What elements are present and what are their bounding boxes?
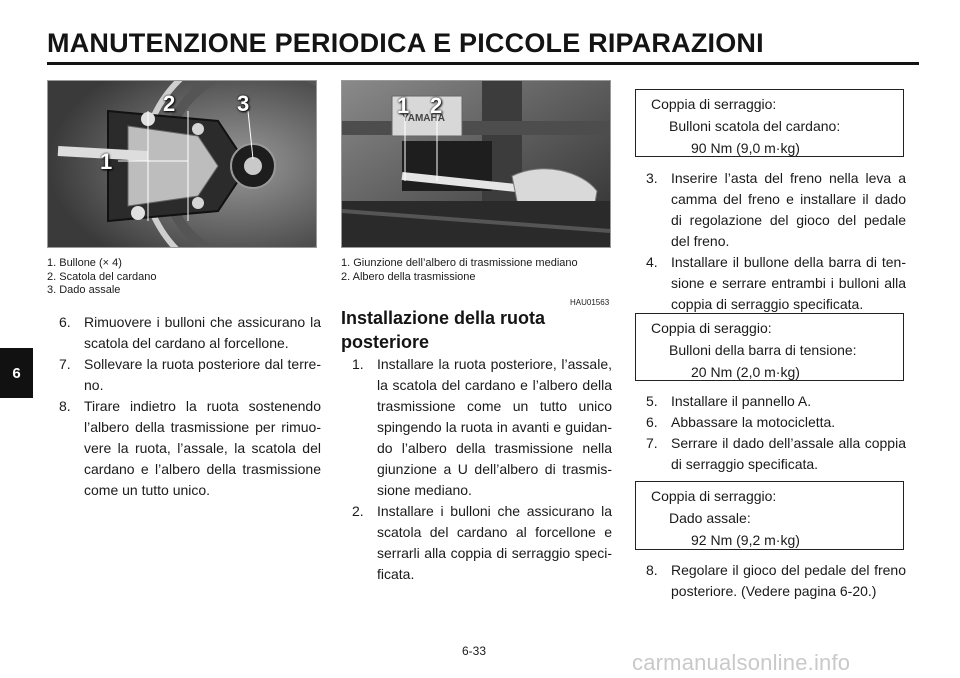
photo-drive-shaft (341, 80, 611, 248)
torque-label: Coppia di serraggio: (651, 96, 777, 112)
torque-value: 20 Nm (2,0 m·kg) (691, 364, 800, 380)
torque-box (635, 481, 904, 550)
step-text: Installare il pannello A. (671, 393, 812, 409)
step-item (646, 412, 906, 433)
step-text: Rimuovere i bulloni che assicurano la scatola del cardano al forcellone. (84, 314, 321, 351)
step-text: Installare la ruota posteriore, l’assale, la scatola del cardano e l’albero della trasmissione come un tutto unico spingendo la ruota in avanti e guidando l’albero della trasmissione nella giunzione a U dell’albero di trasmissione mediano. (377, 356, 612, 498)
torque-item: Bulloni della barra di tensione: (669, 342, 857, 358)
photo-final-drive (47, 80, 317, 248)
torque-box (635, 89, 904, 157)
step-item (646, 391, 906, 412)
torque-value: 92 Nm (9,2 m·kg) (691, 532, 800, 548)
caption-item: 3. Dado assale (47, 284, 121, 296)
right-steps-a (646, 168, 906, 315)
figure-left-captions (47, 257, 156, 298)
step-item (352, 354, 612, 501)
heading-line: Installazione della ruota (341, 308, 546, 328)
figure-mid-captions (341, 257, 578, 284)
torque-box (635, 313, 904, 381)
step-number: 6. (59, 314, 71, 330)
step-text: Installare i bulloni che assicurano la scatola del cardano al forcellone e serrarli alla coppia di serraggio specificata. (377, 503, 612, 582)
watermark: carmanualsonline.info (632, 650, 851, 675)
callout-2: 2 (430, 93, 443, 118)
step-text: Abbassare la motocicletta. (671, 414, 836, 430)
right-steps-b (646, 391, 906, 475)
chapter-tab: 6 (0, 348, 33, 398)
torque-value: 90 Nm (9,0 m·kg) (691, 140, 800, 156)
page-title: MANUTENZIONE PERIODICA E PICCOLE RIPARAZIONI (47, 28, 764, 58)
step-number: 8. (59, 398, 71, 414)
step-number: 7. (59, 356, 71, 372)
callout-1: 1 (397, 93, 410, 118)
step-number: 4. (646, 254, 658, 270)
step-number: 5. (646, 393, 658, 409)
step-item (646, 252, 906, 315)
step-text: Tirare indietro la ruota sostenendo l’albero della trasmissione per rimuovere la ruota, l’assale, la scatola del cardano e l’albero della trasmissione come un tutto unico. (84, 398, 321, 498)
drive-shaft-illustration (342, 81, 610, 247)
step-number: 8. (646, 562, 658, 578)
step-text: Serrare il dado dell’assale alla coppia di serraggio specificata. (671, 435, 906, 472)
step-text: Installare il bullone della barra di tensione e serrare entrambi i bulloni alla coppia di serraggio specificata. (671, 254, 906, 312)
left-steps (59, 312, 321, 501)
step-item (646, 560, 906, 602)
step-text: Inserire l’asta del freno nella leva a camma del freno e installare il dado di regolazione del gioco del pedale del freno. (671, 170, 906, 249)
callout-2: 2 (163, 91, 176, 116)
step-item (59, 396, 321, 501)
step-number: 2. (352, 503, 364, 519)
step-number: 6. (646, 414, 658, 430)
step-item (59, 312, 321, 354)
torque-item: Dado assale: (669, 510, 751, 526)
step-number: 1. (352, 356, 364, 372)
step-text: Regolare il gioco del pedale del freno posteriore. (Vedere pagina 6-20.) (671, 562, 906, 599)
caption-item: 2. Scatola del cardano (47, 270, 157, 283)
step-text: Sollevare la ruota posteriore dal terreno. (84, 356, 321, 393)
step-number: 3. (646, 170, 658, 186)
heading-line: posteriore (341, 332, 430, 352)
step-number: 7. (646, 435, 658, 451)
callout-1: 1 (100, 149, 113, 174)
step-item (646, 168, 906, 252)
caption-item: 1. Giunzione dell’albero di trasmissione mediano (341, 257, 578, 269)
caption-item: 1. Bullone (× 4) (47, 257, 122, 269)
final-drive-illustration (48, 81, 316, 247)
callout-3: 3 (237, 91, 250, 116)
caption-item: 2. Albero della trasmissione (341, 270, 476, 283)
mid-steps (352, 354, 612, 585)
torque-label: Coppia di serraggio: (651, 488, 777, 504)
torque-item: Bulloni scatola del cardano: (669, 118, 841, 134)
section-heading (341, 306, 611, 354)
ref-code: HAU01563 (570, 298, 610, 307)
title-rule (47, 62, 919, 65)
brand-text: YAMAHA (402, 113, 445, 124)
step-item (646, 433, 906, 475)
torque-label: Coppia di seraggio: (651, 320, 772, 336)
page-number: 6-33 (462, 644, 487, 658)
step-item (352, 501, 612, 585)
right-steps-c (646, 560, 906, 602)
step-item (59, 354, 321, 396)
